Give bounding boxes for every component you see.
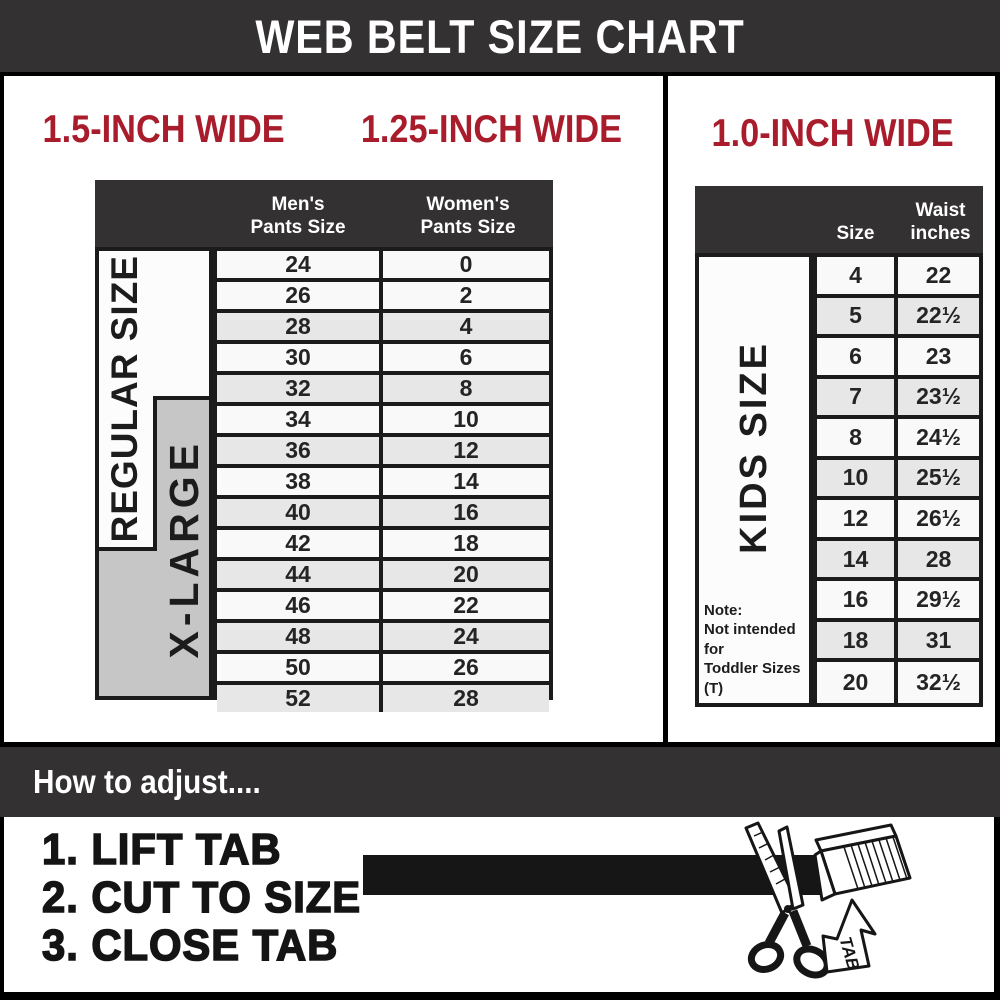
table-row	[817, 379, 979, 420]
kids-table-header	[695, 186, 983, 253]
adjust-steps	[42, 826, 378, 970]
heading-1-0-inch: 1.0-INCH WIDE	[711, 112, 955, 155]
size-cell: 20	[817, 662, 898, 703]
size-cell: 14	[817, 541, 898, 578]
size-column-header: Size	[836, 223, 875, 245]
toddler-note: Note: Not intended for Toddler Sizes (T)	[704, 601, 801, 697]
table-row	[217, 251, 549, 282]
kids-size-label: KIDS SIZE	[732, 340, 775, 554]
womens-size-cell: 10	[383, 406, 549, 433]
womens-size-cell: 24	[383, 623, 549, 650]
womens-size-cell: 18	[383, 530, 549, 557]
size-cell: 8	[817, 419, 898, 456]
table-row	[217, 282, 549, 313]
tab-arrow-label: TAB	[835, 934, 864, 973]
table-row	[217, 685, 549, 712]
womens-size-cell: 16	[383, 499, 549, 526]
mens-size-cell: 28	[217, 313, 383, 340]
x-large-label: X-LARGE	[160, 439, 207, 659]
kids-size-table	[813, 253, 983, 707]
womens-size-cell: 26	[383, 654, 549, 681]
size-cell: 16	[817, 581, 898, 618]
table-row	[217, 561, 549, 592]
size-cell: 5	[817, 298, 898, 335]
table-row	[217, 375, 549, 406]
waist-cell: 32½	[898, 662, 979, 703]
size-cell: 12	[817, 500, 898, 537]
womens-column-header: Women's Pants Size	[420, 193, 516, 239]
mens-size-cell: 44	[217, 561, 383, 588]
step-1: 1. LIFT TAB	[42, 825, 282, 874]
mens-size-cell: 48	[217, 623, 383, 650]
womens-size-cell: 12	[383, 437, 549, 464]
table-row	[217, 592, 549, 623]
table-row	[217, 654, 549, 685]
table-row	[817, 419, 979, 460]
tab-arrow-icon	[823, 900, 875, 972]
mens-size-cell: 40	[217, 499, 383, 526]
step-3: 3. CLOSE TAB	[42, 921, 339, 970]
table-row	[217, 344, 549, 375]
mens-size-cell: 50	[217, 654, 383, 681]
womens-size-cell: 6	[383, 344, 549, 371]
waist-cell: 25½	[898, 460, 979, 497]
waist-cell: 29½	[898, 581, 979, 618]
womens-size-cell: 0	[383, 251, 549, 278]
table-row	[817, 500, 979, 541]
size-cell: 10	[817, 460, 898, 497]
size-cell: 4	[817, 257, 898, 294]
table-row	[217, 406, 549, 437]
kids-size-box	[695, 253, 813, 707]
page-title: WEB BELT SIZE CHART	[255, 9, 745, 63]
adult-size-table	[213, 247, 553, 711]
size-cell: 7	[817, 379, 898, 416]
buckle-icon	[815, 825, 910, 900]
waist-cell: 22	[898, 257, 979, 294]
heading-1-5-inch: 1.5-INCH WIDE	[42, 108, 286, 151]
how-to-adjust-heading: How to adjust....	[33, 763, 261, 800]
table-row	[217, 468, 549, 499]
mens-size-cell: 52	[217, 685, 383, 712]
mens-size-cell: 38	[217, 468, 383, 495]
table-row	[817, 257, 979, 298]
table-row	[817, 541, 979, 582]
regular-size-label: REGULAR SIZE	[104, 255, 145, 543]
mens-size-cell: 24	[217, 251, 383, 278]
size-cell: 18	[817, 622, 898, 659]
mens-column-header: Men's Pants Size	[250, 193, 346, 239]
table-row	[217, 313, 549, 344]
waist-cell: 23	[898, 338, 979, 375]
table-row	[217, 623, 549, 654]
waist-cell: 22½	[898, 298, 979, 335]
womens-size-cell: 2	[383, 282, 549, 309]
waist-cell: 23½	[898, 379, 979, 416]
size-cell: 6	[817, 338, 898, 375]
waist-cell: 26½	[898, 500, 979, 537]
adult-table-header	[95, 180, 553, 247]
waist-cell: 31	[898, 622, 979, 659]
table-row	[817, 338, 979, 379]
table-row	[817, 581, 979, 622]
step-2: 2. CUT TO SIZE	[42, 873, 362, 922]
table-row	[817, 662, 979, 703]
waist-column-header: Waist inches	[910, 199, 971, 245]
heading-1-25-inch: 1.25-INCH WIDE	[360, 108, 622, 151]
table-row	[817, 622, 979, 663]
mens-size-cell: 30	[217, 344, 383, 371]
mens-size-cell: 46	[217, 592, 383, 619]
table-row	[217, 530, 549, 561]
waist-cell: 24½	[898, 419, 979, 456]
womens-size-cell: 20	[383, 561, 549, 588]
table-row	[217, 499, 549, 530]
table-row	[817, 460, 979, 501]
belt-strap	[363, 855, 820, 895]
how-to-adjust-bar	[0, 747, 1000, 817]
womens-size-cell: 28	[383, 685, 549, 712]
mens-size-cell: 36	[217, 437, 383, 464]
belt-adjust-illustration	[355, 818, 925, 990]
title-bar	[0, 0, 1000, 72]
womens-size-cell: 22	[383, 592, 549, 619]
mens-size-cell: 32	[217, 375, 383, 402]
mens-size-cell: 34	[217, 406, 383, 433]
mens-size-cell: 26	[217, 282, 383, 309]
womens-size-cell: 4	[383, 313, 549, 340]
table-row	[217, 437, 549, 468]
womens-size-cell: 14	[383, 468, 549, 495]
womens-size-cell: 8	[383, 375, 549, 402]
table-row	[817, 298, 979, 339]
mens-size-cell: 42	[217, 530, 383, 557]
waist-cell: 28	[898, 541, 979, 578]
